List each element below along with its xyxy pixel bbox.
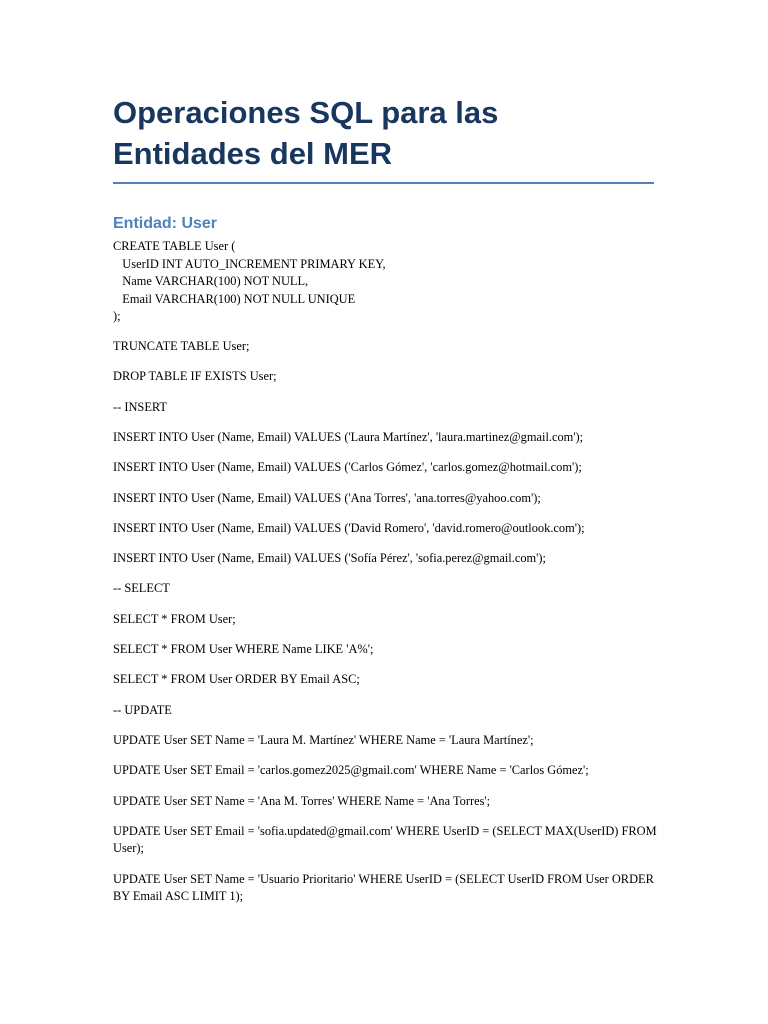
sql-paragraph: TRUNCATE TABLE User; xyxy=(113,339,250,354)
sql-comment: -- UPDATE xyxy=(113,702,172,717)
sql-paragraph: UPDATE User SET Name = 'Laura M. Martínez' WHERE Name = 'Laura Martínez'; xyxy=(113,732,534,747)
sql-paragraph: UPDATE User SET Name = 'Ana M. Torres' WHERE Name = 'Ana Torres'; xyxy=(113,793,491,808)
sql-paragraph: DROP TABLE IF EXISTS User; xyxy=(113,369,277,384)
sql-paragraph: UPDATE User SET Email = 'sofia.updated@gmail.com' WHERE UserID = (SELECT MAX(UserID) FROM User); xyxy=(113,823,657,856)
sql-paragraph: UPDATE User SET Email = 'carlos.gomez2025@gmail.com' WHERE Name = 'Carlos Gómez'; xyxy=(113,763,589,778)
sql-paragraph: SELECT * FROM User ORDER BY Email ASC; xyxy=(113,672,360,687)
sql-paragraph: INSERT INTO User (Name, Email) VALUES ('Sofía Pérez', 'sofia.perez@gmail.com'); xyxy=(113,551,546,566)
sql-paragraph: INSERT INTO User (Name, Email) VALUES ('Laura Martínez', 'laura.martinez@gmail.com'); xyxy=(113,429,584,444)
sql-comment: -- SELECT xyxy=(113,581,170,596)
sql-comment: -- INSERT xyxy=(113,399,167,414)
sql-paragraph: INSERT INTO User (Name, Email) VALUES ('Carlos Gómez', 'carlos.gomez@hotmail.com'); xyxy=(113,460,582,475)
sql-paragraph: SELECT * FROM User WHERE Name LIKE 'A%'; xyxy=(113,642,374,657)
sql-paragraph: INSERT INTO User (Name, Email) VALUES ('Ana Torres', 'ana.torres@yahoo.com'); xyxy=(113,490,541,505)
sql-paragraph: INSERT INTO User (Name, Email) VALUES ('David Romero', 'david.romero@outlook.com'); xyxy=(113,520,585,535)
sql-paragraph: UPDATE User SET Name = 'Usuario Prioritario' WHERE UserID = (SELECT UserID FROM User ORDER BY Email ASC LIMIT 1); xyxy=(113,871,654,904)
section-heading: Entidad: User xyxy=(113,215,218,232)
sql-paragraph: SELECT * FROM User; xyxy=(113,611,236,626)
create-table-statement: CREATE TABLE User ( UserID INT AUTO_INCREMENT PRIMARY KEY, Name VARCHAR(100) NOT NULL, Email VARCHAR(100) NOT NULL UNIQUE ); xyxy=(113,239,386,323)
page-title: Operaciones SQL para las Entidades del MER xyxy=(113,92,654,184)
